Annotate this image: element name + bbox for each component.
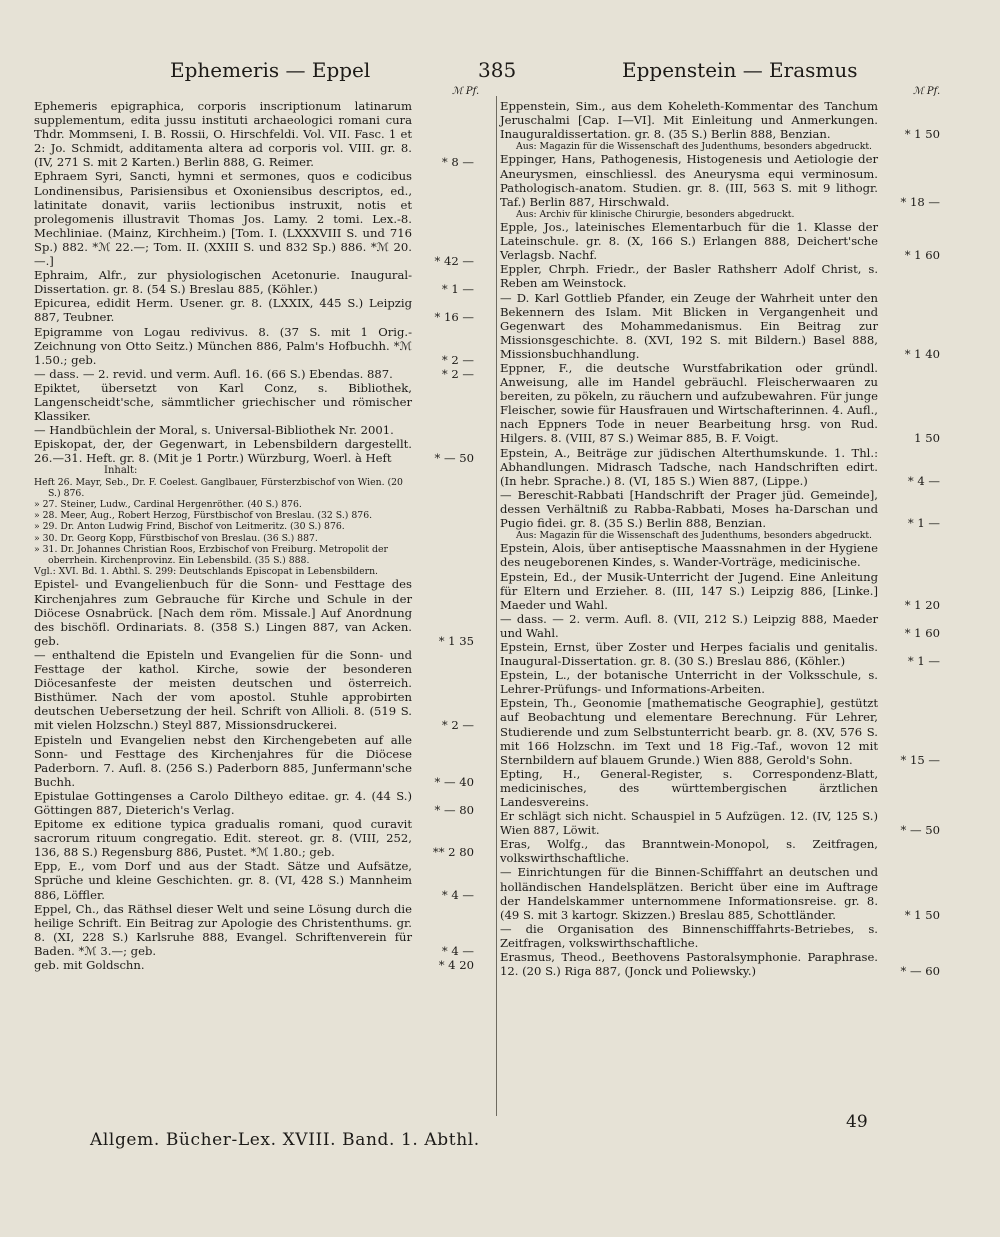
page-number: 385 <box>478 58 517 82</box>
catalog-entry <box>500 837 940 865</box>
entry-price: * 1 40 <box>904 346 940 361</box>
entry-price: * 1 — <box>907 516 940 531</box>
entry-text: Eppinger, Hans, Pathogenesis, Histogenesis und Aetiologie der Aneurysmen, einschliessl. des Aneurysma equi verminosum. Pathologisch-anatom. Studien. gr. 8. (III, 563 S. mit 9 lithogr. Taf.) Berlin 887, Hirschwald. <box>500 152 878 209</box>
entry-text: Erasmus, Theod., Beethovens Pastoralsymphonie. Paraphrase. 12. (20 S.) Riga 887, (Jonck und Poliewsky.) <box>500 950 878 979</box>
catalog-entry <box>34 423 474 437</box>
entry-text: Eras, Wolfg., das Branntwein-Monopol, s. Zeitfragen, volkswirthschaftliche. <box>500 837 878 866</box>
price-column-head-right: ℳ Pf. <box>913 86 941 97</box>
entry-text: Epp, E., vom Dorf und aus der Stadt. Sätze und Aufsätze, Sprüche und kleine Geschichten. gr. 8. (VI, 428 S.) Mannheim 886, Löffler. <box>34 859 412 902</box>
sheet-number: 49 <box>846 1112 868 1132</box>
contents-line: » 30. Dr. Georg Kopp, Fürstbischof von Breslau. (36 S.) 887. <box>34 532 318 544</box>
entry-text: Episkopat, der, der Gegenwart, in Lebensbildern dargestellt. 26.—31. Heft. gr. 8. (Mit je 1 Portr.) Würzburg, Woerl. à Heft <box>34 437 412 466</box>
entry-price: * 1 20 <box>904 597 940 612</box>
catalog-entry <box>500 152 940 208</box>
contents-line: » 29. Dr. Anton Ludwig Frind, Bischof von Leitmeritz. (30 S.) 876. <box>34 521 345 533</box>
catalog-entry <box>500 696 940 766</box>
entry-text: Epting, H., General-Register, s. Correspondenz-Blatt, medicinisches, des württembergischen ärztlichen Landesvereins. <box>500 766 878 810</box>
entry-text: — die Organisation des Binnenschifffahrts-Betriebes, s. Zeitfragen, volkswirthschaftliche. <box>500 921 878 950</box>
entry-text: Eppenstein, Sim., aus dem Koheleth-Kommentar des Tanchum Jeruschalmi [Cap. I—VI]. Mit Einleitung und Anmerkungen. Inauguraldissertation. gr. 8. (35 S.) Berlin 888, Benzian. <box>500 99 878 142</box>
entry-price: * 1 — <box>441 282 474 297</box>
catalog-entry <box>34 733 474 789</box>
price-column-head-left: ℳ Pf. <box>452 86 480 97</box>
catalog-entry <box>500 640 940 668</box>
catalog-entry <box>34 789 474 817</box>
contents-line: » 31. Dr. Johannes Christian Roos, Erzbischof von Freiburg. Metropolit der oberrhein. Kirchenprovinz. Ein Lebensbild. (35 S.) 888. <box>34 543 388 567</box>
entry-text: Eppel, Ch., das Räthsel dieser Welt und seine Lösung durch die heilige Schrift. Ein Beitrag zur Apologie des Christenthums. gr. 8. (XI, 228 S.) Karlsruhe 888, Evangel. Schriftenverein für Baden. *ℳ 3.—; geb. <box>34 901 412 958</box>
entry-price: ** 2 80 <box>432 845 474 860</box>
catalog-entry <box>500 262 940 290</box>
catalog-entry <box>34 296 474 324</box>
entry-price: 1 50 <box>914 431 940 446</box>
entry-text: Epstein, Ed., der Musik-Unterricht der Jugend. Eine Anleitung für Eltern und Erzieher. 8. (III, 147 S.) Leipzig 886, [Linke.] Maeder und Wahl. <box>500 569 878 612</box>
entry-price: * — 40 <box>434 774 474 789</box>
entry-text: Epstein, Alois, über antiseptische Maassnahmen in der Hygiene des neugeborenen Kindes, s. Wander-Vorträge, medicinische. <box>500 541 878 570</box>
catalog-entry <box>500 446 940 488</box>
catalog-entry <box>500 922 940 950</box>
entry-price: * — 50 <box>434 451 474 466</box>
catalog-entry <box>500 291 940 361</box>
entry-text: Ephraim, Alfr., zur physiologischen Acetonurie. Inaugural-Dissertation. gr. 8. (54 S.) Breslau 885, (Köhler.) <box>34 268 412 297</box>
catalog-entry <box>34 381 474 423</box>
entry-price: * 4 — <box>441 943 474 958</box>
column-divider <box>496 96 497 1116</box>
entry-price: * — 60 <box>900 964 940 979</box>
entry-text: Epstein, Ernst, über Zoster und Herpes facialis und genitalis. Inaugural-Dissertation. gr. 8. (30 S.) Breslau 886, (Köhler.) <box>500 639 878 669</box>
catalog-entry <box>34 817 474 859</box>
entry-text: Epstein, A., Beiträge zur jüdischen Alterthumskunde. 1. Thl.: Abhandlungen. Midrasch Tadsche, nach Handschriften edirt. (In hebr. Sprache.) 8. (VI, 185 S.) Wien 887, (Lippe.) <box>500 445 878 488</box>
entry-price: * 15 — <box>900 752 940 767</box>
entry-text: Epistulae Gottingenses a Carolo Diltheyo editae. gr. 4. (44 S.) Göttingen 887, Dieterich's Verlag. <box>34 788 412 817</box>
entry-price: * — 80 <box>434 802 474 817</box>
catalog-entry <box>500 809 940 837</box>
entry-text: Episteln und Evangelien nebst den Kirchengebeten auf alle Sonn- und Festtage des Kirchenjahres für die Diöcese Paderborn. 7. Aufl. 8. (256 S.) Paderborn 885, Junfermann'sche Buchh. <box>34 732 412 789</box>
catalog-entry <box>34 169 474 268</box>
left-running-title: Ephemeris — Eppel <box>170 58 371 82</box>
entry-text: Epple, Jos., lateinisches Elementarbuch für die 1. Klasse der Lateinschule. gr. 8. (X, 166 S.) Erlangen 888, Deichert'sche Verlagsb. Nachf. <box>500 220 878 263</box>
catalog-entry <box>34 902 474 958</box>
right-running-title: Eppenstein — Erasmus <box>622 58 858 82</box>
entry-text: — D. Karl Gottlieb Pfander, ein Zeuge der Wahrheit unter den Bekennern des Islam. Mit Blicken in Vergangenheit und Gegenwart des Mohammedanismus. Ein Beitrag zur Missionsgeschichte. 8. (XVI, 192 S. mit Bildern.) Basel 888, Missionsbuchhandlung. <box>500 290 878 361</box>
catalog-entry <box>500 570 940 612</box>
entry-text: Ephraem Syri, Sancti, hymni et sermones, quos e codicibus Londinensibus, Parisiensibus et Oxoniensibus descriptos, ed., latinitate donavit, variis lectionibus instruxit, notis et prolegomenis illustravit Thomas Jos. Lamy. 2 tomi. Lex.-8. Mechliniae. (Mainz, Kirchheim.) [Tom. I. (LXXXVIII S. und 716 Sp.) 882. *ℳ 22.—; Tom. II. (XXIII S. und 832 Sp.) 886. *ℳ 20.—.] <box>34 169 412 269</box>
catalog-entry <box>34 99 474 169</box>
entry-price: * 16 — <box>434 310 474 325</box>
catalog-entry <box>500 767 940 809</box>
entry-price: * 4 — <box>907 473 940 488</box>
catalog-entry <box>34 437 474 465</box>
signature-line: Allgem. Bücher-Lex. XVIII. Band. 1. Abthl. <box>90 1130 480 1150</box>
catalog-entry <box>500 488 940 530</box>
left-column <box>34 99 474 972</box>
entry-text: Epicurea, edidit Herm. Usener. gr. 8. (LXXIX, 445 S.) Leipzig 887, Teubner. <box>34 296 412 325</box>
entry-price: * 2 — <box>441 718 474 733</box>
entry-price: * 1 50 <box>904 127 940 142</box>
catalog-entry <box>500 668 940 696</box>
contents-title: Inhalt: <box>104 465 138 477</box>
entry-text: Eppler, Chrph. Friedr., der Basler Rathsherr Adolf Christ, s. Reben am Weinstock. <box>500 262 878 291</box>
contents-line: Heft 26. Mayr, Seb., Dr. F. Coelest. Ganglbauer, Fürsterzbischof von Wien. (20 S.) 876. <box>34 476 403 499</box>
entry-text: Er schlägt sich nicht. Schauspiel in 5 Aufzügen. 12. (IV, 125 S.) Wien 887, Löwit. <box>500 809 878 838</box>
entry-text: — Handbüchlein der Moral, s. Universal-Bibliothek Nr. 2001. <box>34 423 394 438</box>
entry-text: Epiktet, übersetzt von Karl Conz, s. Bibliothek, Langenscheidt'sche, sämmtlicher griechischer und römischer Klassiker. <box>34 380 412 424</box>
entry-note: Aus: Archiv für klinische Chirurgie, besonders abgedruckt. <box>516 208 795 220</box>
entry-price: * 1 — <box>907 654 940 669</box>
entry-text: — Bereschit-Rabbati [Handschrift der Prager jüd. Gemeinde], dessen Verhältniß zu Rabba-Rabbati, Moses ha-Darschan und Pugio fidei. gr. 8. (35 S.) Berlin 888, Benzian. <box>500 487 878 531</box>
entry-price: * 4 — <box>441 887 474 902</box>
catalog-entry <box>500 99 940 141</box>
entry-price: * 4 20 <box>438 958 474 972</box>
entry-text: — Einrichtungen für die Binnen-Schifffahrt an deutschen und holländischen Handelsplätzen. Bericht über eine im Auftrage der Handelskammer unternommene Informationsreise. gr. 8. (49 S. mit 3 kartogr. Skizzen.) Breslau 885, Schottländer. <box>500 865 878 922</box>
right-column <box>500 99 940 978</box>
entry-text: — dass. — 2. revid. und verm. Aufl. 16. (66 S.) Ebendas. 887. <box>34 366 393 381</box>
entry-price: * 2 — <box>441 352 474 367</box>
contents-line: » 27. Steiner, Ludw., Cardinal Hergenröther. (40 S.) 876. <box>34 499 302 511</box>
entry-text: Eppner, F., die deutsche Wurstfabrikation oder gründl. Anweisung, alle im Handel gebräuchl. Fleischerwaaren zu bereiten, zu pökeln, zu räuchern und aufzubewahren. Für junge Fleischer, sowie für Hausfrauen und Wirtschafterinnen. 4. Aufl., nach Eppners Tode in neuer Bearbeitung hrsg. von Rud. Hilgers. 8. (VIII, 87 S.) Weimar 885, B. F. Voigt. <box>500 361 878 446</box>
entry-text: Epigramme von Logau redivivus. 8. (37 S. mit 1 Orig.-Zeichnung von Otto Seitz.) München 886, Palm's Hofbuchh. *ℳ 1.50.; geb. <box>34 324 412 367</box>
catalog-entry <box>34 859 474 901</box>
entry-price: * 2 — <box>441 366 474 381</box>
entry-price: * 1 50 <box>904 907 940 922</box>
entry-price: * 1 60 <box>904 248 940 263</box>
entry-text: — enthaltend die Episteln und Evangelien für die Sonn- und Festtage der kathol. Kirche, sowie der besonderen Diöcesanfeste der meisten deutschen und österreich. Bisthümer. Nach der vom apostol. Stuhle approbirten deutschen Uebersetzung der heil. Schrift von Allioli. 8. (519 S. mit vielen Holzschn.) Steyl 887, Missionsdruckerei. <box>34 647 412 733</box>
catalog-entry <box>34 648 474 733</box>
catalog-entry <box>500 865 940 921</box>
catalog-entry <box>34 577 474 647</box>
contents-line: Vgl.: XVI. Bd. 1. Abthl. S. 299: Deutschlands Episcopat in Lebensbildern. <box>34 566 379 578</box>
entry-text: Ephemeris epigraphica, corporis inscriptionum latinarum supplementum, edita jussu instituti archaeologici romani cura Thdr. Mommseni, I. B. Rossii, O. Hirschfeldi. Vol. VII. Fasc. 1 et 2: Jo. Schmidt, additamenta altera ad corporis vol. VIII. gr. 8. (IV, 271 S. mit 2 Karten.) Berlin 888, G. Reimer. <box>34 99 412 170</box>
page-header <box>0 58 1000 90</box>
catalog-entry <box>34 367 474 381</box>
entry-text: Epstein, Th., Geonomie [mathematische Geographie], gestützt auf Beobachtung und elementare Berechnung. Für Lehrer, Studierende und zum Selbstunterricht bearb. gr. 8. (XV, 576 S. mit 166 Holzschn. im Text und 18 Fig.-Taf., wovon 12 mit Sternbildern auf blauem Grunde.) Wien 888, Gerold's Sohn. <box>500 696 878 767</box>
contents-line: » 28. Meer, Aug., Robert Herzog, Fürstbischof von Breslau. (32 S.) 876. <box>34 510 373 522</box>
entry-note: Aus: Magazin für die Wissenschaft des Judenthums, besonders abgedruckt. <box>516 530 873 542</box>
entry-price: * 8 — <box>441 155 474 170</box>
entry-text: Epitome ex editione typica gradualis romani, quod curavit sacrorum rituum congregatio. Edit. stereot. gr. 8. (VIII, 252, 136, 88 S.) Regensburg 886, Pustet. *ℳ 1.80.; geb. <box>34 817 412 860</box>
entry-text: geb. mit Goldschn. <box>34 958 145 972</box>
catalog-entry <box>34 268 474 296</box>
entry-text: Epistel- und Evangelienbuch für die Sonn- und Festtage des Kirchenjahres zum Gebrauche für Kirche und Schule in der Diöcese Osnabrück. [Nach dem röm. Missale.] Auf Anordnung des bischöfl. Ordinariats. 8. (358 S.) Lingen 887, van Acken. geb. <box>34 577 412 648</box>
catalog-entry <box>500 361 940 446</box>
contents-list <box>34 465 474 577</box>
entry-price: * — 50 <box>900 823 940 838</box>
catalog-entry <box>500 220 940 262</box>
entry-price: * 1 35 <box>438 633 474 648</box>
catalog-entry <box>500 541 940 569</box>
entry-text: — dass. — 2. verm. Aufl. 8. (VII, 212 S.) Leipzig 888, Maeder und Wahl. <box>500 611 878 640</box>
entry-price: * 18 — <box>900 194 940 209</box>
entry-price: * 42 — <box>434 254 474 269</box>
entry-price: * 1 60 <box>904 625 940 640</box>
entry-text: Epstein, L., der botanische Unterricht in der Volksschule, s. Lehrer-Prüfungs- und Informations-Arbeiten. <box>500 668 878 697</box>
catalog-entry <box>34 325 474 367</box>
catalog-entry <box>500 950 940 978</box>
catalog-entry <box>500 612 940 640</box>
catalog-entry <box>34 958 474 972</box>
entry-note: Aus: Magazin für die Wissenschaft des Judenthums, besonders abgedruckt. <box>516 141 873 153</box>
